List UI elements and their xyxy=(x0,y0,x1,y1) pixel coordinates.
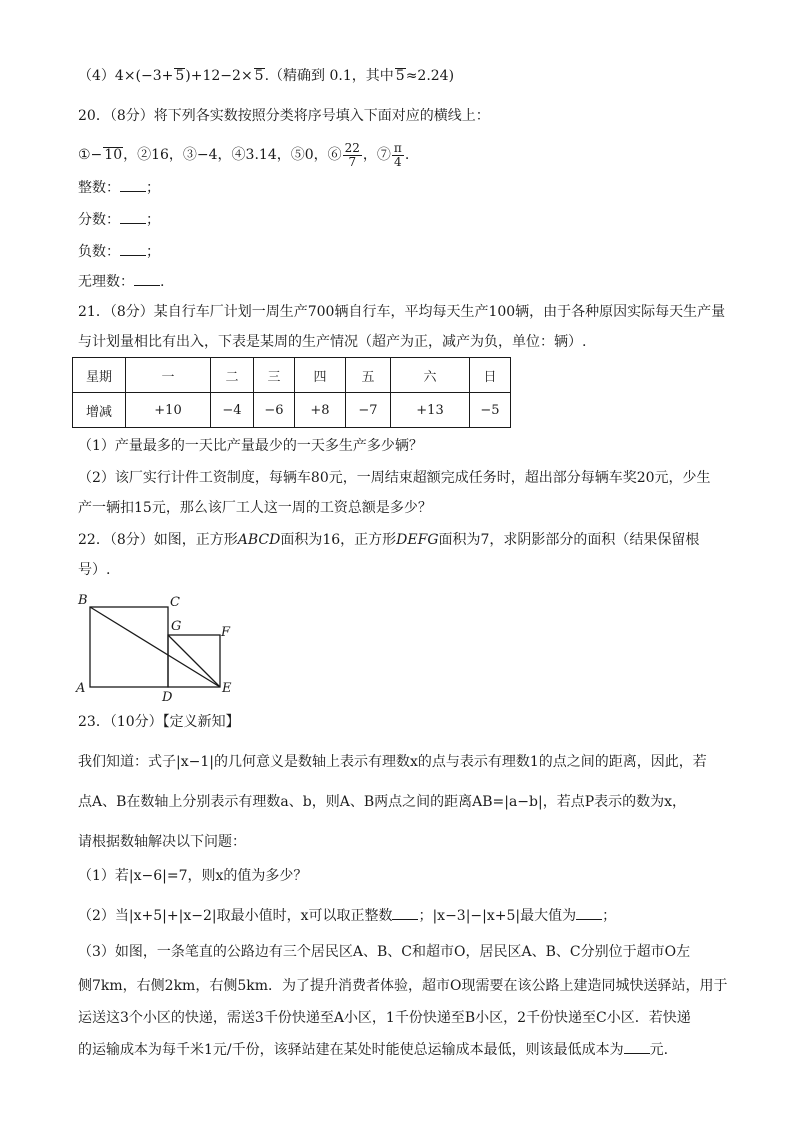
answer-blank[interactable] xyxy=(134,272,160,286)
sqrt-expression: 5 xyxy=(175,68,185,84)
q19-part4: （4）4×(−3+ 5)+12−2× 5.（精确到 0.1，其中 5≈2.24) xyxy=(78,68,455,84)
answer-blank[interactable] xyxy=(624,1040,650,1054)
fraction: $\frac{\pi}{4}$ xyxy=(393,140,402,169)
table-header-row xyxy=(73,358,511,393)
label-a: A xyxy=(76,681,86,696)
sqrt-expression: 5 xyxy=(395,68,405,84)
label-b: B xyxy=(78,593,88,608)
table-row xyxy=(73,393,511,428)
table-cell: −5 xyxy=(470,393,511,428)
q23-p2: 点A、B在数轴上分别表示有理数a、b，则A、B两点之间的距离AB=|a−b|，若点P表示的数为x， xyxy=(78,794,687,810)
segment-be xyxy=(90,607,220,687)
q21-line2: 与计划量相比有出入，下表是某周的生产情况（超产为正，减产为负，单位：辆）. xyxy=(78,334,587,350)
q22-line2: 号）. xyxy=(78,562,111,578)
table-cell: 日 xyxy=(470,358,511,393)
table-cell: −7 xyxy=(346,393,391,428)
q23-s3-line4: 的运输成本为每千米1元/千份，该驿站建在某处时能使总运输成本最低，则该最低成本为 元. xyxy=(78,1042,669,1058)
q20-fractions: 分数： ； xyxy=(78,212,160,228)
q22-line1: 22．（8分）如图，正方形ABCD面积为16，正方形DEFG面积为7，求阴影部分的面积（结果保留根 xyxy=(78,532,700,548)
label-c: C xyxy=(170,595,180,610)
q20-integers: 整数： ； xyxy=(78,180,160,196)
production-table xyxy=(72,357,511,428)
q21-sub1: （1）产量最多的一天比产量最少的一天多生产多少辆？ xyxy=(78,438,423,454)
q23-p1: 我们知道：式子|x−1|的几何意义是数轴上表示有理数x的点与表示有理数1的点之间的距离，因此，若 xyxy=(78,754,707,770)
table-cell: −6 xyxy=(254,393,295,428)
q20-negatives: 负数： ； xyxy=(78,244,160,260)
answer-blank[interactable] xyxy=(120,242,146,256)
sqrt-expression: 10 xyxy=(104,147,123,163)
q21-sub2-line1: （2）该厂实行计件工资制度，每辆车80元，一周结束超额完成任务时，超出部分每辆车奖20元，少生 xyxy=(78,470,711,486)
q20-title: 20．（8分）将下列各实数按照分类将序号填入下面对应的横线上： xyxy=(78,108,490,124)
table-cell: +13 xyxy=(391,393,470,428)
squares-figure xyxy=(72,592,252,704)
square-abcd xyxy=(90,607,168,687)
q21-line1: 21．（8分）某自行车厂计划一周生产700辆自行车，平均每天生产100辆，由于各种原因实际每天生产量 xyxy=(78,304,726,320)
table-cell: 星期 xyxy=(73,358,126,393)
label-g: G xyxy=(171,619,182,634)
table-cell: 增减 xyxy=(73,393,126,428)
q23-s3-line3: 运送这3个小区的快递，需送3千份快递至A小区，1千份快递至B小区，2千份快递至C小区．若快递 xyxy=(78,1010,691,1026)
q20-irrational: 无理数： . xyxy=(78,274,165,290)
table-cell: 三 xyxy=(254,358,295,393)
answer-blank[interactable] xyxy=(120,210,146,224)
label-e: E xyxy=(222,681,232,696)
table-cell: 五 xyxy=(346,358,391,393)
q23-s3-line1: （3）如图，一条笔直的公路边有三个居民区A、B、C和超市O，居民区A、B、C分别位于超市O左 xyxy=(78,944,691,960)
fraction: $\frac{22}{7}$ xyxy=(344,140,360,169)
q21-sub2-line2: 产一辆扣15元，那么该厂工人这一周的工资总额是多少？ xyxy=(78,500,432,516)
table-cell: 二 xyxy=(211,358,254,393)
segment-ge xyxy=(168,635,220,687)
q20-items: ①− 10，②16，③−4，④3.14，⑤0，⑥ $\frac{22}{7}$ ，⑦ $\frac{\pi}{4}$ . xyxy=(78,140,410,169)
table-cell: +10 xyxy=(126,393,211,428)
q23-title: 23．（10分）【定义新知】 xyxy=(78,714,240,730)
label-f: F xyxy=(221,625,231,640)
q23-s2: （2）当|x+5|+|x−2|取最小值时，x可以取正整数 ；|x−3|−|x+5|最大值为 ； xyxy=(78,908,617,924)
answer-blank[interactable] xyxy=(392,906,418,920)
table-cell: 六 xyxy=(391,358,470,393)
sqrt-expression: 5 xyxy=(254,68,264,84)
table-cell: −4 xyxy=(211,393,254,428)
answer-blank[interactable] xyxy=(120,178,146,192)
label-d: D xyxy=(162,690,173,704)
table-cell: 四 xyxy=(295,358,346,393)
q23-s3-line2: 侧7km，右侧2km，右侧5km．为了提升消费者体验，超市O现需要在该公路上建造同城快送驿站，用于 xyxy=(78,978,728,994)
q23-p3: 请根据数轴解决以下问题： xyxy=(78,834,246,850)
table-cell: +8 xyxy=(295,393,346,428)
table-cell: 一 xyxy=(126,358,211,393)
q23-s1: （1）若|x−6|=7，则x的值为多少？ xyxy=(78,868,308,884)
answer-blank[interactable] xyxy=(576,906,602,920)
